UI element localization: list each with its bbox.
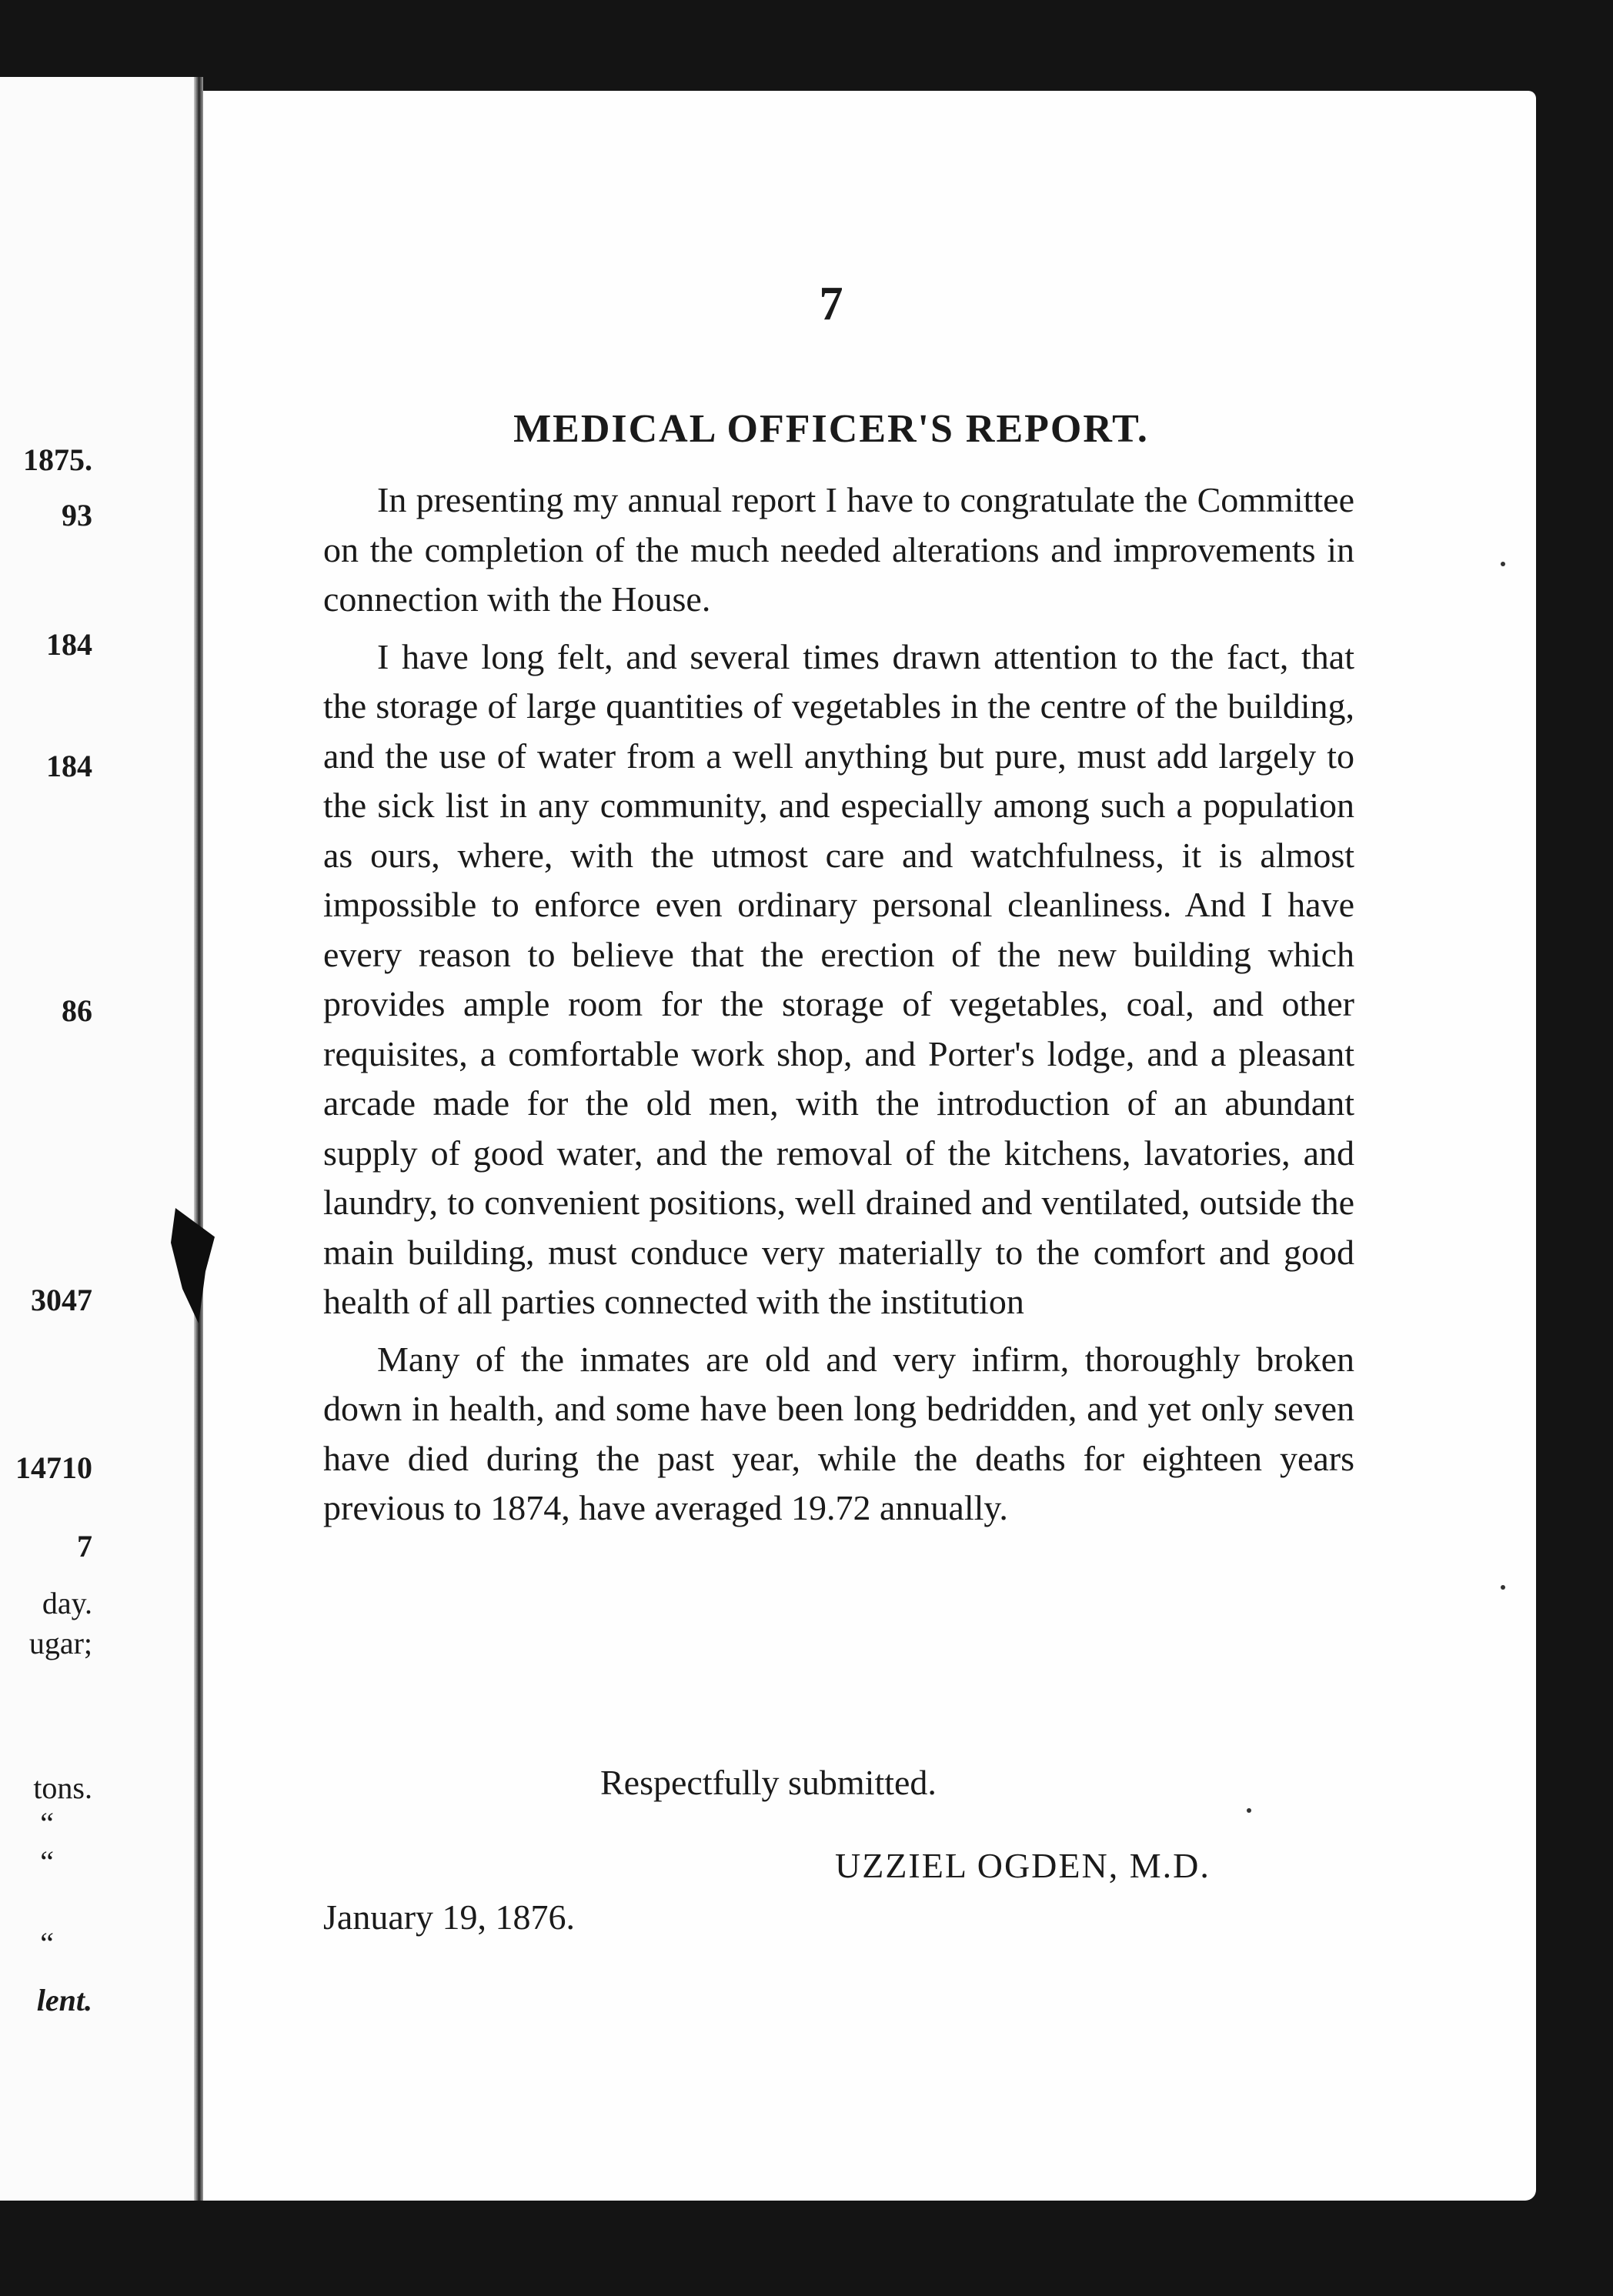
- closing-line: Respectfully submitted.: [600, 1763, 937, 1802]
- book-gutter: [194, 77, 203, 2201]
- speck: [1501, 1585, 1505, 1590]
- signature: UZZIEL OGDEN, M.D.: [835, 1846, 1211, 1885]
- left-page-text: tons.: [33, 1770, 92, 1805]
- paragraph: I have long felt, and several times drawn attention to the fact, that the storage of large quantities of vegetables in the centre of the building, and the use of water from a well anything but pure, must add largely to the sick list in any community, and especially among such a population as ours, where, with the utmost care and watchfulness, it is almost impossible to enforce even ordinary personal cleanliness. And I have every reason to believe that the erection of the new building which provides ample room for the storage of vegetables, coal, and other requisites, a comfortable work shop, and Porter's lodge, and a pleasant arcade made for the old men, with the introduction of an abundant supply of good water, and the removal of the kitchens, lavatories, and laundry, to convenient positions, well drained and ventilated, outside the main building, must conduce very materially to the comfort and good health of all parties connected with the institution: [323, 636, 1354, 1321]
- left-page-text: 93: [62, 498, 92, 532]
- left-page-text: 184: [46, 749, 92, 783]
- left-page-text: “: [40, 1926, 54, 1961]
- left-page-text: day.: [42, 1586, 92, 1620]
- report-title: MEDICAL OFFICER'S REPORT.: [513, 407, 1149, 451]
- speck: [1247, 1808, 1251, 1813]
- left-page-text: 86: [62, 993, 92, 1028]
- left-page-text: 14710: [15, 1450, 92, 1485]
- report-body: [323, 476, 1354, 1541]
- left-page-text: 3047: [31, 1283, 92, 1317]
- left-page-text: ugar;: [28, 1626, 92, 1660]
- speck: [1501, 562, 1505, 566]
- report-date: January 19, 1876.: [323, 1897, 576, 1937]
- paragraph: Many of the inmates are old and very infirm, thoroughly broken down in health, and some have been long bedridden, and yet only seven have died during the past year, while the deaths for eighteen years previous to 1874, have averaged 19.72 annually.: [323, 1339, 1354, 1527]
- left-page-text: lent.: [36, 1983, 92, 2017]
- left-page-text: “: [40, 1806, 54, 1840]
- left-page-text: 184: [46, 627, 92, 662]
- paragraph: In presenting my annual report I have to congratulate the Committee on the completion of the much needed alterations and improvements in connection with the House.: [323, 480, 1354, 619]
- left-page-margin-column: [0, 0, 100, 2296]
- left-page-text: 7: [77, 1529, 92, 1563]
- page-number: 7: [819, 278, 843, 330]
- left-page-text: “: [40, 1844, 54, 1879]
- left-page-text: 1875.: [23, 442, 92, 477]
